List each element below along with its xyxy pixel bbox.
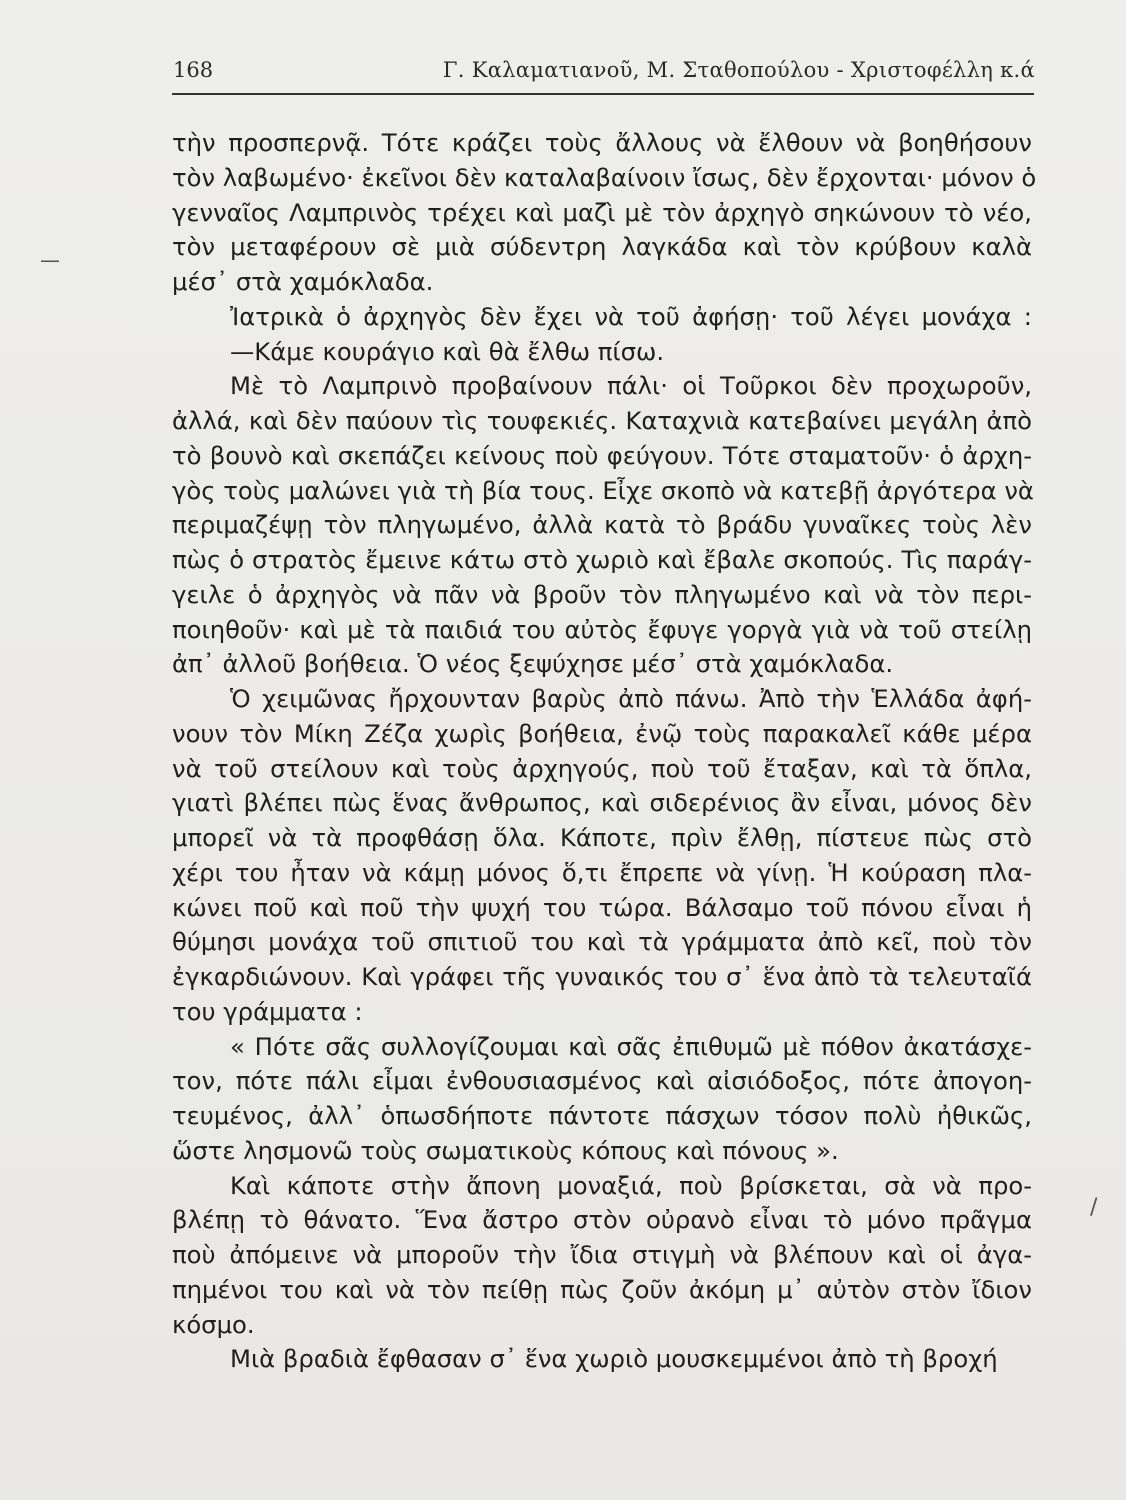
text-line: του γράμματα : [172, 996, 363, 1026]
body-text [172, 126, 1037, 1377]
text-line: Ὁ χειμῶνας ἤρχουνταν βαρὺς ἀπὸ πάνω. Ἀπὸ τὴν Ἑλλάδα ἀφή- [230, 684, 1032, 713]
text-line: τὸν μεταφέρουν σὲ μιὰ σύδεντρη λαγκάδα καὶ τὸν κρύβουν καλὰ [172, 232, 1032, 262]
text-line: ἐγκαρδιώνουν. Καὶ γράφει τῆς γυναικός του σ᾽ ἕνα ἀπὸ τὰ τελευταῖά [172, 962, 1032, 991]
text-line: —Κάμε κουράγιο καὶ θὰ ἔλθω πίσω. [230, 336, 665, 366]
text-line: ποὺ ἀπόμεινε νὰ μποροῦν τὴν ἴδια στιγμὴ νὰ βλέπουν καὶ οἱ ἀγα- [172, 1240, 1032, 1269]
text-line: μπορεῖ νὰ τὰ προφθάσῃ ὅλα. Κάποτε, πρὶν ἔλθῃ, πίστευε πὼς στὸ [172, 823, 1032, 852]
text-line: χέρι του ἦταν νὰ κάμῃ μόνος ὅ,τι ἔπρεπε νὰ γίνῃ. Ἡ κούραση πλα- [172, 857, 1032, 887]
text-line: μέσ᾽ στὰ χαμόκλαδα. [172, 267, 434, 296]
text-line: κόσμο. [172, 1309, 255, 1339]
text-line: τὴν προσπερνᾷ. Τότε κράζει τοὺς ἄλλους νὰ ἔλθουν νὰ βοηθήσουν [172, 128, 1032, 157]
margin-dash-mark: — [40, 248, 60, 272]
text-line: τὸν λαβωμένο· ἐκεῖνοι δὲν καταλαβαίνοιν ἴσως, δὲν ἔρχονται· μόνον ὁ [172, 162, 1037, 192]
text-line: θύμησι μονάχα τοῦ σπιτιοῦ του καὶ τὰ γράμματα ἀπὸ κεῖ, ποὺ τὸν [172, 927, 1032, 957]
text-line: πὼς ὁ στρατὸς ἔμεινε κάτω στὸ χωριὸ καὶ ἔβαλε σκοπούς. Τὶς παράγ- [172, 545, 1032, 574]
text-line: ἀπ᾽ ἀλλοῦ βοήθεια. Ὁ νέος ξεψύχησε μέσ᾽ στὰ χαμόκλαδα. [172, 649, 894, 679]
text-line: νουν τὸν Μίκη Ζέζα χωρὶς βοήθεια, ἐνῷ τοὺς παρακαλεῖ κάθε μέρα [172, 718, 1032, 748]
text-line: ὥστε λησμονῶ τοὺς σωματικοὺς κόπους καὶ πόνους ». [172, 1135, 839, 1165]
text-line: τευμένος, ἀλλ᾽ ὁπωσδήποτε πάντοτε πάσχων τόσον πολὺ ἠθικῶς, [172, 1101, 1032, 1130]
text-line: γὸς τοὺς μαλώνει γιὰ τὴ βία τους. Εἶχε σκοπὸ νὰ κατεβῇ ἀργότερα νὰ [172, 475, 1034, 505]
text-line: γιατὶ βλέπει πὼς ἕνας ἄνθρωπος, καὶ σιδερένιος ἂν εἶναι, μόνος δὲν [172, 788, 1032, 818]
text-line: Ἰατρικὰ ὁ ἀρχηγὸς δὲν ἔχει νὰ τοῦ ἀφήσῃ· τοῦ λέγει μονάχα : [230, 301, 1032, 331]
text-line: βλέπῃ τὸ θάνατο. Ἕνα ἄστρο στὸν οὐρανὸ εἶναι τὸ μόνο πρᾶγμα [172, 1205, 1032, 1235]
text-line: γενναῖος Λαμπρινὸς τρέχει καὶ μαζὶ μὲ τὸν ἀρχηγὸ σηκώνουν τὸ νέο, [172, 197, 1032, 227]
text-line: Καὶ κάποτε στὴν ἄπονη μοναξιά, ποὺ βρίσκεται, σὰ νὰ προ- [230, 1170, 1032, 1200]
page-number: 168 [173, 58, 214, 82]
text-line: Μιὰ βραδιὰ ἔφθασαν σ᾽ ἕνα χωριὸ μουσκεμμένοι ἀπὸ τὴ βροχή [230, 1344, 998, 1374]
text-line: κώνει ποῦ καὶ ποῦ τὴν ψυχή του τώρα. Βάλσαμο τοῦ πόνου εἶναι ἡ [172, 892, 1032, 922]
running-title: Γ. Καλαματιανοῦ, Μ. Σταθοπούλου - Χριστοφέλλη κ.ά [442, 58, 1035, 82]
text-line: ἀλλά, καὶ δὲν παύουν τὶς τουφεκιές. Καταχνιὰ κατεβαίνει μεγάλη ἀπὸ [172, 406, 1032, 435]
text-line: ποιηθοῦν· καὶ μὲ τὰ παιδιά του αὐτὸς ἔφυγε γοργὰ γιὰ νὰ τοῦ στείλῃ [172, 614, 1032, 644]
text-line: πημένοι του καὶ νὰ τὸν πείθῃ πὼς ζοῦν ἀκόμη μ᾽ αὐτὸν στὸν ἴδιον [172, 1274, 1032, 1304]
text-line: τον, πότε πάλι εἶμαι ἐνθουσιασμένος καὶ αἰσιόδοξος, πότε ἀπογοη- [172, 1066, 1032, 1096]
text-line: τὸ βουνὸ καὶ σκεπάζει κείνους ποὺ φεύγουν. Τότε σταματοῦν· ὁ ἀρχη- [172, 440, 1032, 470]
text-line: « Πότε σᾶς συλλογίζουμαι καὶ σᾶς ἐπιθυμῶ μὲ πόθον ἀκατάσχε- [230, 1031, 1032, 1061]
text-line: Μὲ τὸ Λαμπρινὸ προβαίνουν πάλι· οἱ Τοῦρκοι δὲν προχωροῦν, [230, 371, 1032, 401]
text-line: περιμαζέψῃ τὸν πληγωμένο, ἀλλὰ κατὰ τὸ βράδυ γυναῖκες τοὺς λὲν [172, 510, 1032, 540]
header-rule [172, 93, 1034, 95]
text-line: νὰ τοῦ στείλουν καὶ τοὺς ἀρχηγούς, ποὺ τοῦ ἔταξαν, καὶ τὰ ὅπλα, [172, 753, 1032, 783]
running-head [173, 58, 1035, 88]
margin-tick-mark: / [1090, 1195, 1098, 1220]
text-line: γειλε ὁ ἀρχηγὸς νὰ πᾶν νὰ βροῦν τὸν πληγωμένο καὶ νὰ τὸν περι- [172, 579, 1032, 609]
